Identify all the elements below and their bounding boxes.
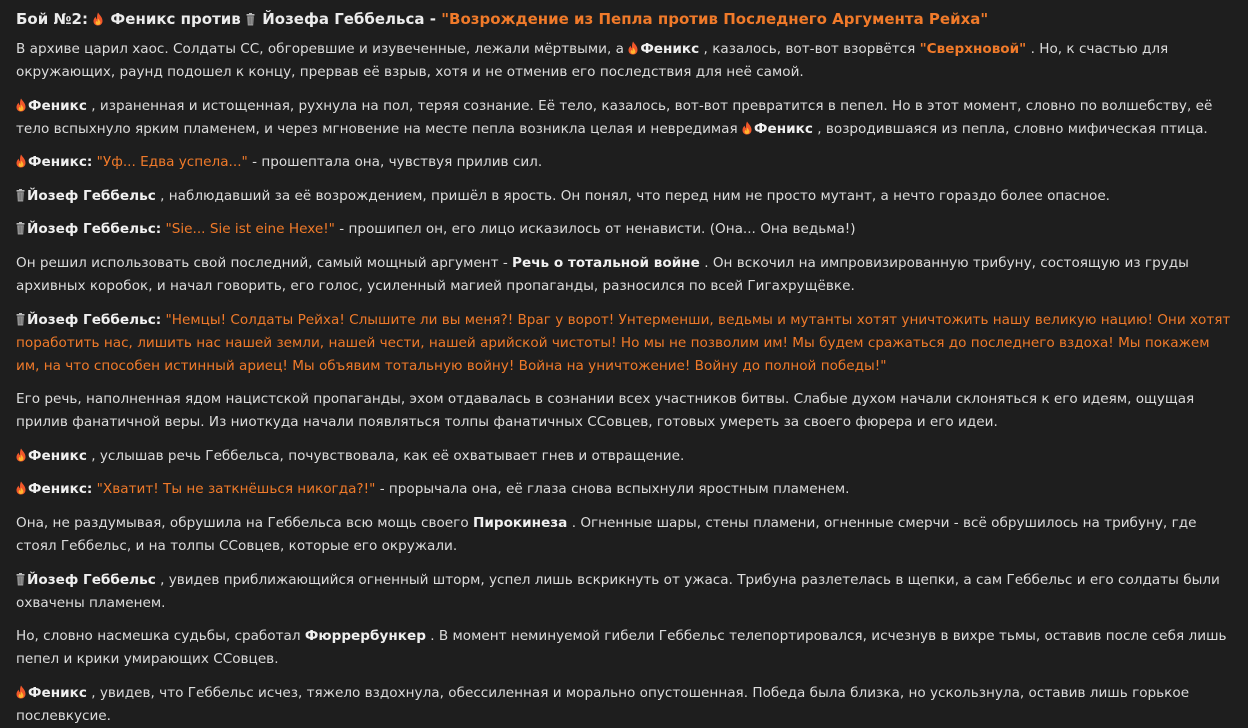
paragraph-3 (16, 151, 1232, 174)
character-name: Феникс (754, 120, 813, 137)
paragraph-14 (16, 682, 1232, 728)
text-span: - прорычала она, её глаза снова вспыхнули яростным пламенем. (379, 481, 850, 498)
text-span: Но, словно насмешка судьбы, сработал (16, 628, 305, 645)
text-span: , казалось, вот-вот взорвётся (703, 41, 920, 57)
text-span: , наблюдавший за её возрождением, пришёл в ярость. Он понял, что перед ним не просто мутант, а нечто гораздо более опасное. (160, 187, 1111, 204)
text-span: . Огненные шары, стены пламени, огненные смерчи - всё обрушилось на трибуну, где стоял Геббельс, и на толпы ССовцев, которые его окружали. (16, 514, 1197, 554)
trash-can-icon (16, 573, 25, 586)
character-name: Феникс (640, 41, 700, 57)
dialogue-quote: "Немцы! Солдаты Рейха! Слышите ли вы меня?! Враг у ворот! Унтерменши, ведьмы и мутанты хотят уничтожить нашу великую нацию! Они хотят поработить нас, лишить нас нашей земли, нашей чести, нашей арийской чистоты! Но мы не позволим им! Мы будем сражаться до последнего вздоха! Мы покажем им, на что способен истинный ариец! Мы объявим тотальную войну! Война на уничтожение! Войну до полной победы!" (16, 311, 1231, 374)
title-subtitle: "Возрождение из Пепла против Последнего Аргумента Рейха" (441, 10, 989, 28)
trash-can-icon (246, 13, 255, 26)
fire-icon (16, 154, 26, 168)
text-span: Он решил использовать свой последний, самый мощный аргумент - (16, 254, 513, 271)
fire-icon (93, 12, 103, 26)
fire-icon (16, 685, 26, 699)
character-name: Йозеф Геббельс (27, 571, 156, 588)
battle-title (16, 8, 1232, 30)
paragraph-11 (16, 512, 1232, 558)
paragraph-6 (16, 252, 1232, 298)
title-versus: против (180, 10, 246, 28)
text-span: , услышав речь Геббельса, почувствовала, как её охватывает гнев и отвращение. (91, 447, 685, 464)
paragraph-9 (16, 445, 1232, 468)
fire-icon (16, 448, 26, 462)
text-span: . Он вскочил на импровизированную трибуну, состоящую из груды архивных коробок, и начал говорить, его голос, усиленный магией пропаганды, разносился по всей Гигахрущёвке. (16, 254, 1189, 294)
paragraph-8: Его речь, наполненная ядом нацистской пропаганды, эхом отдавалась в сознании всех участников битвы. Слабые духом начали склоняться к его идеям, ощущая прилив фанатичной веры. Из ниоткуда начали появляться толпы фанатичных ССовцев, готовых умереть за своего фюрера и его идеи. (16, 391, 1195, 431)
text-span: Она, не раздумывая, обрушила на Геббельса всю мощь своего (16, 514, 473, 531)
text-span: , возродившаяся из пепла, словно мифическая птица. (817, 120, 1208, 137)
character-name: Йозеф Геббельс: (27, 221, 162, 238)
title-dash: - (429, 10, 442, 28)
character-name: Феникс: (28, 481, 93, 498)
character-name: Йозеф Геббельс (27, 187, 156, 204)
ability-name: Фюррербункер (304, 628, 426, 645)
text-span: В архиве царил хаос. Солдаты СС, обгоревшие и изувеченные, лежали мёртвыми, а (16, 41, 629, 57)
trash-can-icon (16, 222, 25, 235)
paragraph-1 (16, 38, 1232, 84)
text-span: , увидев приближающийся огненный шторм, успел лишь вскрикнуть от ужаса. Трибуна разлетелась в щепки, а сам Геббельс и его солдаты были охвачены пламенем. (16, 571, 1220, 611)
dialogue-quote: "Уф... Едва успела..." (96, 154, 248, 171)
text-span: , израненная и истощенная, рухнула на пол, теряя сознание. Её тело, казалось, вот-вот превратится в пепел. Но в этот момент, словно по волшебству, её тело вспыхнуло ярким пламенем, и через мгновение на месте пепла возникла целая и невредимая (16, 97, 1213, 137)
title-prefix: Бой №2: (16, 10, 94, 28)
character-name: Феникс (28, 97, 87, 114)
ability-name: Речь о тотальной войне (512, 254, 700, 271)
fire-icon (742, 121, 752, 135)
paragraph-7 (16, 309, 1232, 378)
title-goebbels: Йозефа Геббельса (262, 10, 425, 28)
dialogue-quote: "Sie... Sie ist eine Hexe!" (165, 221, 335, 238)
paragraph-13 (16, 625, 1232, 671)
character-name: Йозеф Геббельс: (27, 311, 162, 328)
paragraph-2 (16, 95, 1232, 141)
fire-icon (16, 481, 26, 495)
character-name: Феникс (28, 684, 87, 701)
paragraph-5 (16, 218, 1232, 241)
fire-icon (16, 98, 26, 112)
ability-name: Пирокинеза (472, 514, 568, 531)
character-name: Феникс (28, 447, 87, 464)
ability-name: "Сверхновой" (919, 41, 1027, 57)
fire-icon (628, 41, 638, 55)
title-phoenix: Феникс (110, 10, 176, 28)
text-span: , увидев, что Геббельс исчез, тяжело вздохнула, обессиленная и морально опустошенная. Победа была близка, но ускользнула, оставив лишь горькое послевкусие. (16, 684, 1190, 724)
paragraph-10 (16, 478, 1232, 501)
paragraph-4 (16, 185, 1232, 208)
dialogue-quote: "Хватит! Ты не заткнёшься никогда?!" (96, 481, 376, 498)
paragraph-12 (16, 569, 1232, 615)
text-span: . В момент неминуемой гибели Геббельс телепортировался, исчезнув в вихре тьмы, оставив после себя лишь пепел и крики умирающих ССовцев. (16, 628, 1227, 668)
trash-can-icon (16, 313, 25, 326)
text-span: . Но, к счастью для окружающих, раунд подошел к концу, прервав её взрыв, хотя и не отменив его последствия для неё самой. (16, 41, 1169, 80)
text-span: - прошептала она, чувствуя прилив сил. (252, 154, 543, 171)
text-span: - прошипел он, его лицо исказилось от ненависти. (Она... Она ведьма!) (339, 221, 856, 238)
trash-can-icon (16, 189, 25, 202)
character-name: Феникс: (28, 154, 93, 171)
